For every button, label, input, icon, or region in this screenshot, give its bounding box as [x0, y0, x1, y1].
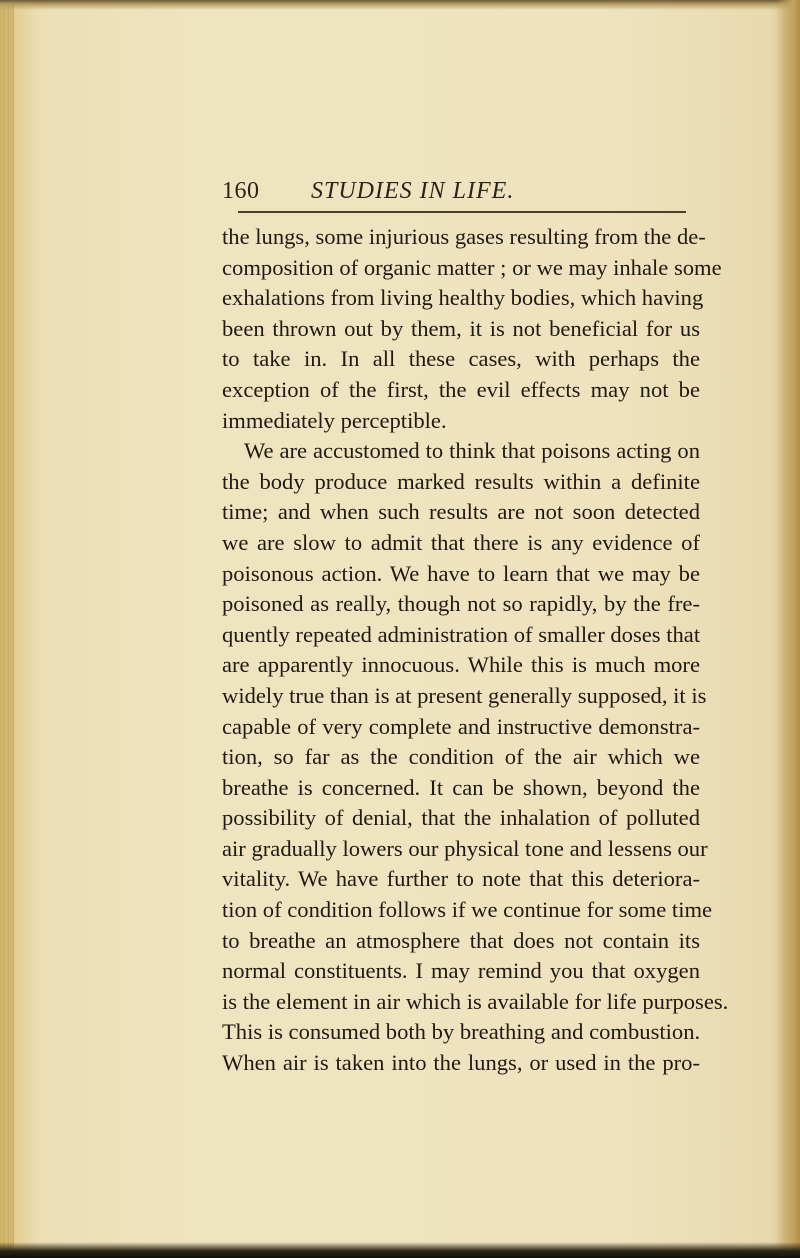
text-line: When air is taken into the lungs, or used in the pro-: [222, 1050, 700, 1076]
text-line: immediately perceptible.: [222, 407, 447, 433]
text-line: time; and when such results are not soon detected: [222, 499, 700, 525]
text-line: composition of organic matter ; or we may inhale some: [222, 254, 722, 280]
text-line: we are slow to admit that there is any evidence of: [222, 529, 700, 555]
text-line: poisonous action. We have to learn that we may be: [222, 560, 700, 586]
page-edge-right: [776, 0, 800, 1258]
text-line: We are accustomed to think that poisons acting on: [244, 438, 700, 464]
page-edge-left: [0, 0, 14, 1258]
text-line: capable of very complete and instructive demonstra-: [222, 713, 700, 739]
text-line: vitality. We have further to note that this deteriora-: [222, 866, 700, 892]
text-line: normal constituents. I may remind you that oxygen: [222, 958, 700, 984]
body-text: [222, 222, 729, 1079]
text-line: tion, so far as the condition of the air which we: [222, 744, 700, 770]
text-line: poisoned as really, though not so rapidly, by the fre-: [222, 591, 700, 617]
page-header: [222, 178, 702, 206]
text-line: tion of condition follows if we continue for some time: [222, 897, 713, 923]
text-line: exhalations from living healthy bodies, which having: [222, 285, 704, 311]
text-line: the body produce marked results within a definite: [222, 468, 700, 494]
text-line: been thrown out by them, it is not beneficial for us: [222, 315, 700, 341]
page-number: 160: [222, 178, 260, 204]
text-line: breathe is concerned. It can be shown, beyond the: [222, 774, 700, 800]
text-line: to take in. In all these cases, with perhaps the: [222, 346, 700, 372]
text-line: air gradually lowers our physical tone and lessens our: [222, 835, 708, 861]
header-rule: [238, 211, 686, 213]
text-line: are apparently innocuous. While this is much more: [222, 652, 700, 678]
text-line: the lungs, some injurious gases resulting from the de-: [222, 224, 706, 249]
text-line: widely true than is at present generally supposed, it is: [222, 682, 707, 708]
running-head: STUDIES IN LIFE.: [311, 178, 515, 204]
text-line: to breathe an atmosphere that does not contain its: [222, 927, 700, 953]
page-edge-top: [0, 0, 800, 10]
text-line: possibility of denial, that the inhalation of polluted: [222, 805, 700, 831]
text-line: quently repeated administration of smaller doses that: [222, 621, 701, 647]
page-edge-bottom: [0, 1242, 800, 1258]
text-line: is the element in air which is available for life purposes.: [222, 988, 729, 1014]
text-line: exception of the first, the evil effects may not be: [222, 376, 700, 402]
text-line: This is consumed both by breathing and combustion.: [222, 1019, 701, 1045]
